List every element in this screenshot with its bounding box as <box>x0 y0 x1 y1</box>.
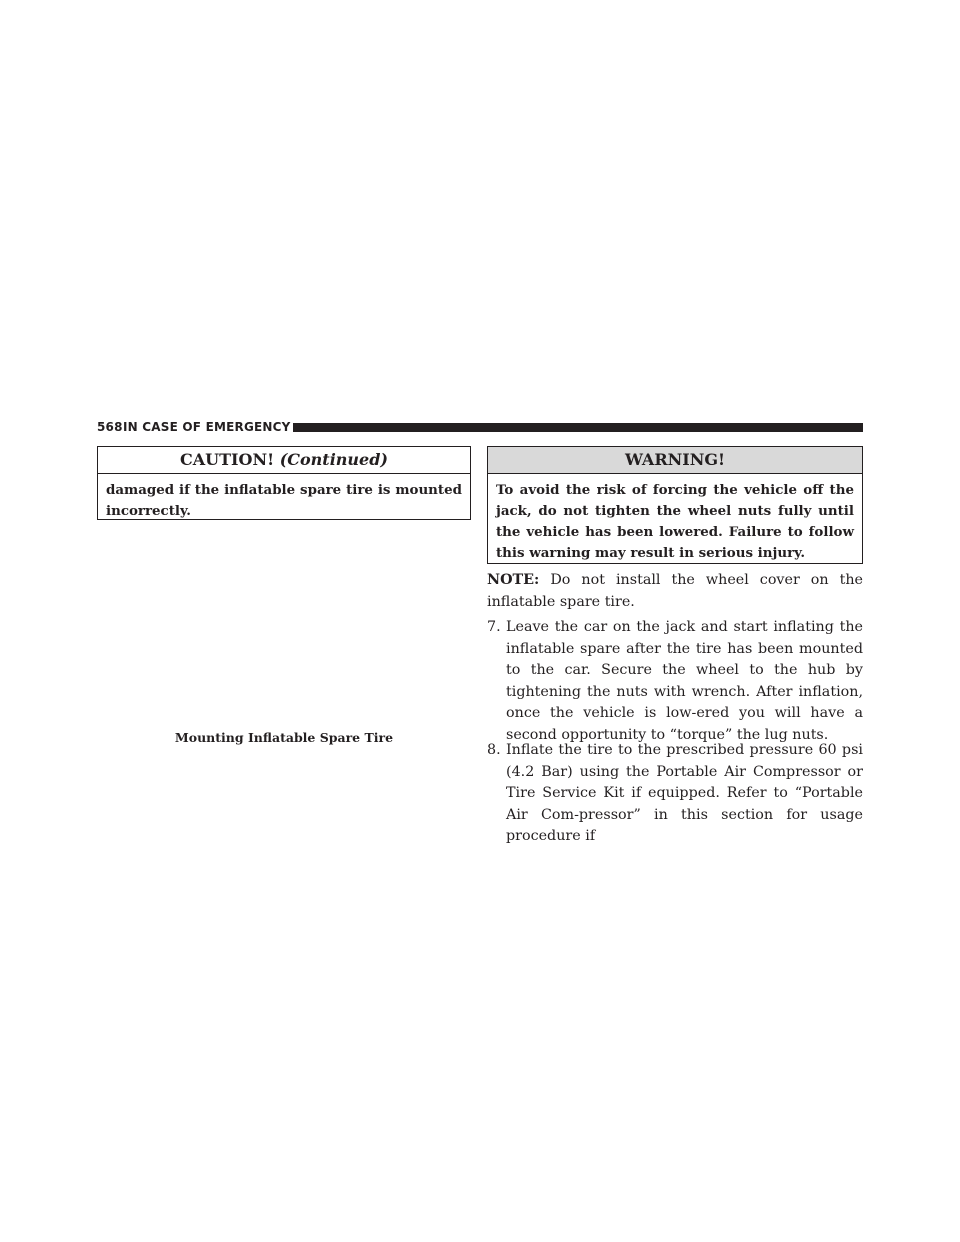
step-text: Leave the car on the jack and start inflating the inflatable spare after the tire has been mounted to the car. Secure the wheel to the hub by tightening the nuts with wrench. After inflation, once the vehicle is low-ered you will have a second opportunity to “torque” the lug nuts. <box>506 619 863 743</box>
note-paragraph <box>487 570 863 613</box>
caution-box <box>97 446 471 520</box>
step-item <box>487 617 863 746</box>
header-rule <box>293 423 863 432</box>
step-item <box>487 740 863 848</box>
note-text: Do not install the wheel cover on the inflatable spare tire. <box>487 572 864 610</box>
caution-title <box>98 447 470 474</box>
step-number: 8. <box>487 742 501 758</box>
page-number: 568 <box>97 420 123 434</box>
warning-title: WARNING! <box>488 447 862 474</box>
note-label: NOTE: <box>487 572 540 588</box>
figure-caption: Mounting Inflatable Spare Tire <box>174 730 394 745</box>
warning-body: To avoid the risk of forcing the vehicle off the jack, do not tighten the wheel nuts fully until the vehicle has been lowered. Failure to follow this warning may result in serious injury. <box>496 482 854 561</box>
page-header <box>97 418 863 438</box>
caution-body: damaged if the inflatable spare tire is mounted incorrectly. <box>106 482 462 519</box>
caution-title-suffix: (Continued) <box>279 450 388 469</box>
section-title: IN CASE OF EMERGENCY <box>123 420 291 434</box>
warning-box <box>487 446 863 564</box>
step-number: 7. <box>487 619 501 635</box>
step-text: Inflate the tire to the prescribed pressure 60 psi (4.2 Bar) using the Portable Air Compressor or Tire Service Kit if equipped. Refer to “Portable Air Com-pressor” in this section for usage procedure if <box>506 742 863 844</box>
caution-title-text: CAUTION! <box>180 450 275 469</box>
